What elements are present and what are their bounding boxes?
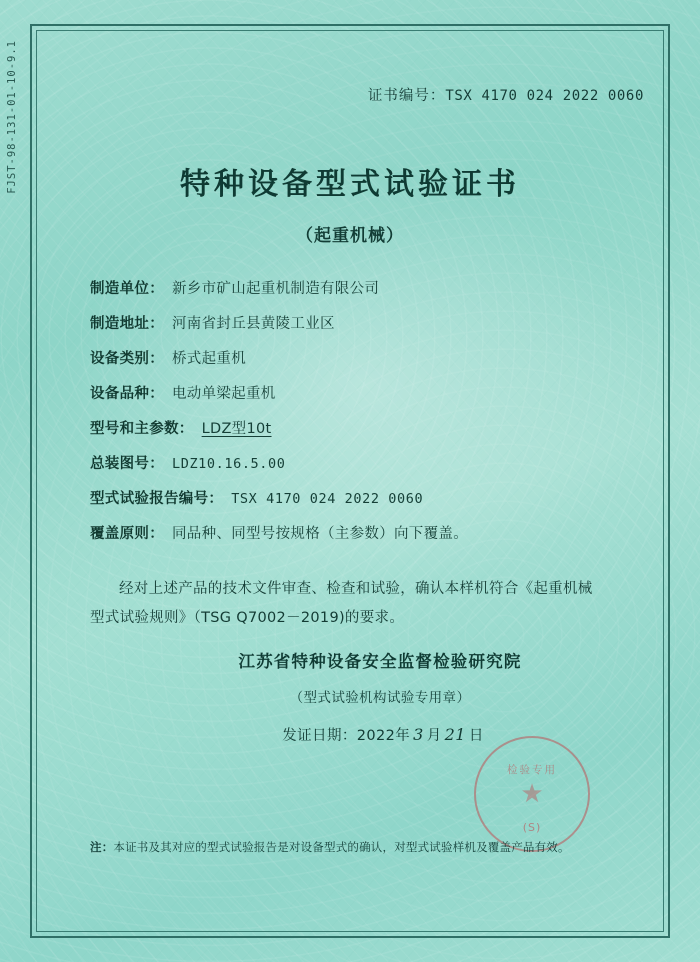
conformity-statement: 经对上述产品的技术文件审查、检查和试验，确认本样机符合《起重机械型式试验规则》（TSG Q7002－2019)的要求。 [90,581,593,626]
issue-date-label: 发证日期： [282,728,357,744]
seal-star-icon: ★ [520,779,544,809]
footnote [90,838,624,856]
field-label-assembly-drawing-no: 总装图号： [90,456,164,473]
field-row [90,490,634,510]
field-row [90,420,634,440]
page-subtitle: （起重机械） [296,226,404,246]
field-value-coverage-principle: 同品种、同型号按规格（主参数）向下覆盖。 [172,526,468,543]
field-value-assembly-drawing-no: LDZ10.16.5.00 [172,456,286,473]
footnote-label: 注： [90,840,114,854]
issue-date-day-value: 21 [444,725,466,744]
issue-date-day-unit: 日 [468,728,484,744]
official-seal-stamp [474,736,590,852]
field-value-equipment-category: 桥式起重机 [172,351,246,368]
certificate-number-label: 证书编号： [367,88,446,104]
issuer-seal-note: （型式试验机构试验专用章） [289,690,471,706]
field-row [90,525,634,545]
issue-date-year: 2022年 [356,728,411,744]
seal-top-text: 检验专用 [507,764,557,776]
field-label-equipment-variety: 设备品种： [90,386,164,403]
field-label-model-parameters: 型号和主参数： [90,421,194,438]
field-value-address: 河南省封丘县黄陵工业区 [172,316,335,333]
field-row [90,315,634,335]
field-value-test-report-no: TSX 4170 024 2022 0060 [231,491,424,508]
field-value-model-parameters: LDZ型10t [201,421,272,438]
side-code-text: FJST-98-131-01-10-9.1 [6,40,18,194]
certificate-number [56,84,644,105]
issue-date [122,724,644,745]
field-label-coverage-principle: 覆盖原则： [90,526,164,543]
issue-date-month-unit: 月 [426,728,442,744]
field-label-manufacturer: 制造单位： [90,281,164,297]
field-list [56,280,644,545]
field-value-manufacturer: 新乡市矿山起重机制造有限公司 [172,281,380,297]
field-row [90,385,634,405]
issue-date-month-value: 3 [413,725,424,744]
page-title: 特种设备型式试验证书 [180,167,520,202]
issuer-name: 江苏省特种设备安全监督检验研究院 [238,652,522,671]
seal-bottom-text: (S) [522,821,542,834]
field-row [90,350,634,370]
issuer-block [56,648,644,745]
field-value-equipment-variety: 电动单梁起重机 [172,386,276,403]
field-label-address: 制造地址： [90,316,164,333]
certificate-number-value: TSX 4170 024 2022 0060 [445,88,644,104]
footnote-text: 本证书及其对应的型式试验报告是对设备型式的确认，对型式试验样机及覆盖产品有效。 [113,840,570,854]
field-label-equipment-category: 设备类别： [90,351,164,368]
field-label-test-report-no: 型式试验报告编号： [90,491,224,508]
certificate-content [56,48,644,914]
field-row [90,280,634,300]
field-row [90,455,634,475]
